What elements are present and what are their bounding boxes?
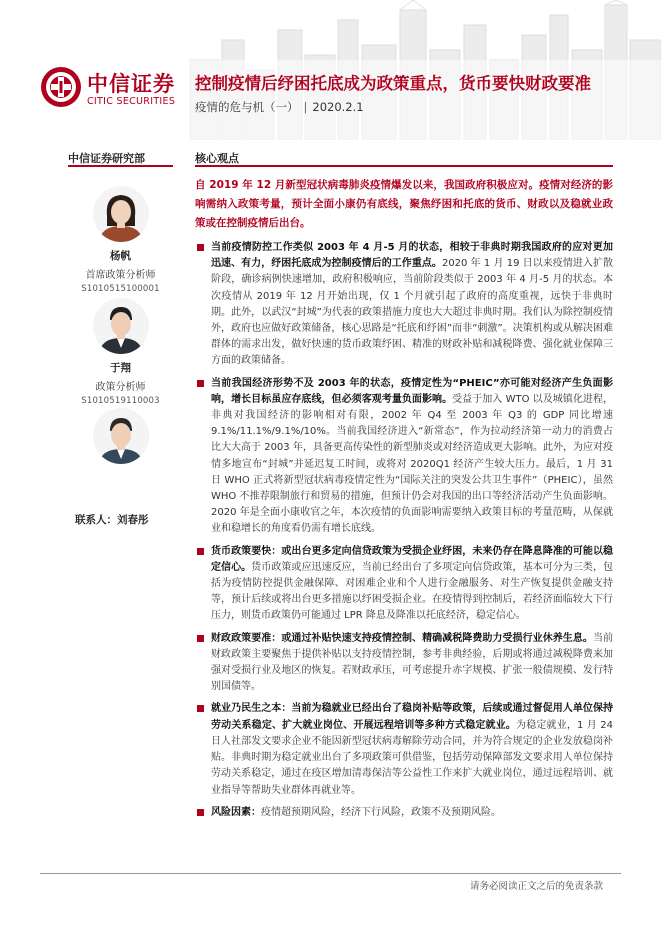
disclaimer-note: 请务必阅读正文之后的免责条款 — [469, 881, 603, 892]
point-body: 受益于加入 WTO 以及城镇化进程，非典对我国经济的影响相对有限，2002 年 Q4 至 2003 年 Q3 的 GDP 同比增速 9.1%/11.1%/9.1%/10%。当前我国经济进入“新常态”，作为拉动经济第一动力的消费占比大大高于 2003 年，具备更高传染性的新型肺炎或对经济造成更大影响。此外，为应对疫情多地宣布“封城”并延迟复工时间，或将对 2020Q1 经济产生较大压力。最后，1 月 31 日 WHO 正式将新型冠状病毒疫情定性为“国际关注的突发公共卫生事件”（PHEIC），虽然 WHO 不推荐限制旅行和贸易的措施，但预计仍会对我国的出口等经济活动产生负面影响。2020 年是全面小康收官之年，本次疫情的负面影响需要纳入政策目标的考量范畴，从保就业和稳增长的角度看仍需有增长底线。 — [211, 393, 613, 535]
key-point-risk — [195, 805, 613, 821]
key-point — [195, 376, 613, 538]
sidebar-divider — [68, 165, 173, 167]
report-series: 疫情的危与机（一） — [195, 100, 299, 114]
male-portrait-icon — [93, 298, 149, 354]
point-lead: 风险因素： — [211, 806, 261, 818]
point-lead: 财政政策要准：或通过补贴快速支持疫情控制、精确减税降费助力受损行业休养生息。 — [211, 632, 593, 644]
female-portrait-icon — [93, 186, 149, 242]
contact-person: 联系人：刘春彤 — [75, 514, 149, 526]
citic-logo-mark-icon — [40, 66, 82, 108]
core-view-heading: 核心观点 — [195, 152, 239, 165]
analyst-license-id: S1010515100001 — [81, 284, 160, 294]
report-title: 控制疫情后纾困托底成为政策重点，货币要快财政要准 — [195, 74, 591, 93]
point-lead: 货币政策要快：或出台更多定向信贷政策为受损企业纾困，未来仍存在降息降准的可能以稳定信心。 — [211, 545, 613, 573]
contact-card — [68, 408, 173, 464]
analyst-name: 于翔 — [110, 362, 131, 374]
citic-logo — [40, 66, 190, 116]
point-body: 当前财政政策主要聚焦于提供补贴以支持疫情控制，参考非典经验，后期或将通过减税降费来加强对受损行业及地区的恢复。若财政承压，可考虑提升赤字规模、扩张一般债规模、发行特别国债等。 — [211, 632, 614, 693]
analyst-title: 首席政策分析师 — [85, 270, 156, 281]
analyst-card — [68, 298, 173, 406]
key-point — [195, 240, 613, 370]
male-portrait-icon — [93, 408, 149, 464]
brand-name-en: CITIC SECURITIES — [87, 96, 176, 107]
point-body: 货币政策或应迅速反应，当前已经出台了多项定向信贷政策，基本可分为三类，包括为疫情防控提供金融保障、对困难企业和个人进行金融服务、对生产恢复提供金融支持等，预计后续或将出台更多措施以纾困受损企业。在疫情得到控制后，若经济面临较大下行压力，则货币政策仍可能通过 LPR 降息及降准以托底经济，稳定信心。 — [211, 561, 614, 622]
main-divider — [195, 165, 613, 167]
analyst-name: 杨帆 — [110, 250, 131, 262]
point-body: 2020 年 1 月 19 日以来疫情进入扩散阶段，确诊病例快速增加，政府积极响应，当前阶段类似于 2003 年 4 月-5 月的状态。本次疫情从 2019 年 12 月开始出现，仅 1 个月就引起了政府的高度重视，远快于非典时期。此外，以武汉“封城”为代表的政策措施力度也大大超过非典时期。我们认为除控制疫情外，政府也应做好政策储备，核心思路是“托底和纾困”而非“刺激”。决策机构或从解决困难群体的需求出发，做好快速的货币政策纾困、精准的财政补贴和减税降费、强化就业保障三方面的政策储备。 — [211, 258, 613, 367]
report-subtitle — [195, 99, 364, 115]
key-points-list — [195, 240, 613, 827]
analyst-title: 政策分析师 — [95, 382, 146, 393]
key-point — [195, 631, 613, 696]
research-dept-heading: 中信证券研究部 — [68, 152, 145, 165]
point-body: 疫情超预期风险，经济下行风险，政策不及预期风险。 — [261, 806, 501, 818]
point-body: 为稳定就业，1 月 24 日人社部发文要求企业不能因新型冠状病毒解除劳动合同，并为符合规定的企业发放稳岗补贴。非典时期为稳定就业出台了多项政策可供借鉴，包括劳动保障部发文要求用人单位保持劳动关系稳定，通过在疫区增加清毒保洁等公益性工作来扩大就业岗位，通过远程培训、就业指导等帮助失业群体再就业等。 — [211, 719, 614, 796]
report-date: 2020.2.1 — [312, 100, 364, 114]
key-point — [195, 701, 613, 798]
analyst-license-id: S1010519110003 — [81, 396, 160, 406]
point-lead: 当前我国经济形势不及 2003 年的状态，疫情定性为“PHEIC”亦可能对经济产生负面影响，增长目标虽应存底线，但必须客观考量负面影响。 — [211, 377, 613, 405]
brand-name-cn: 中信证券 — [87, 72, 175, 96]
analyst-photo-avatar — [93, 186, 149, 242]
report-header — [0, 0, 661, 140]
analyst-photo-avatar — [93, 298, 149, 354]
analyst-card — [68, 186, 173, 294]
key-point — [195, 544, 613, 625]
footer-divider — [40, 873, 621, 874]
point-lead: 就业乃民生之本：当前为稳就业已经出台了稳岗补贴等政策，后续或通过督促用人单位保持劳动关系稳定、扩大就业岗位、开展远程培训等多种方式稳定就业。 — [211, 703, 613, 731]
contact-photo-avatar — [93, 408, 149, 464]
core-summary: 自 2019 年 12 月新型冠状病毒肺炎疫情爆发以来，我国政府积极应对。疫情对经济的影响需纳入政策考量，预计全面小康仍有底线，聚焦纾困和托底的货币、财政以及稳就业政策或在控制疫情后出台。 — [195, 179, 613, 229]
point-lead: 当前疫情防控工作类似 2003 年 4 月-5 月的状态，相较于非典时期我国政府的应对更加迅速、有力，纾困托底成为控制疫情后的工作重点。 — [211, 242, 613, 270]
subtitle-separator: | — [303, 100, 308, 114]
